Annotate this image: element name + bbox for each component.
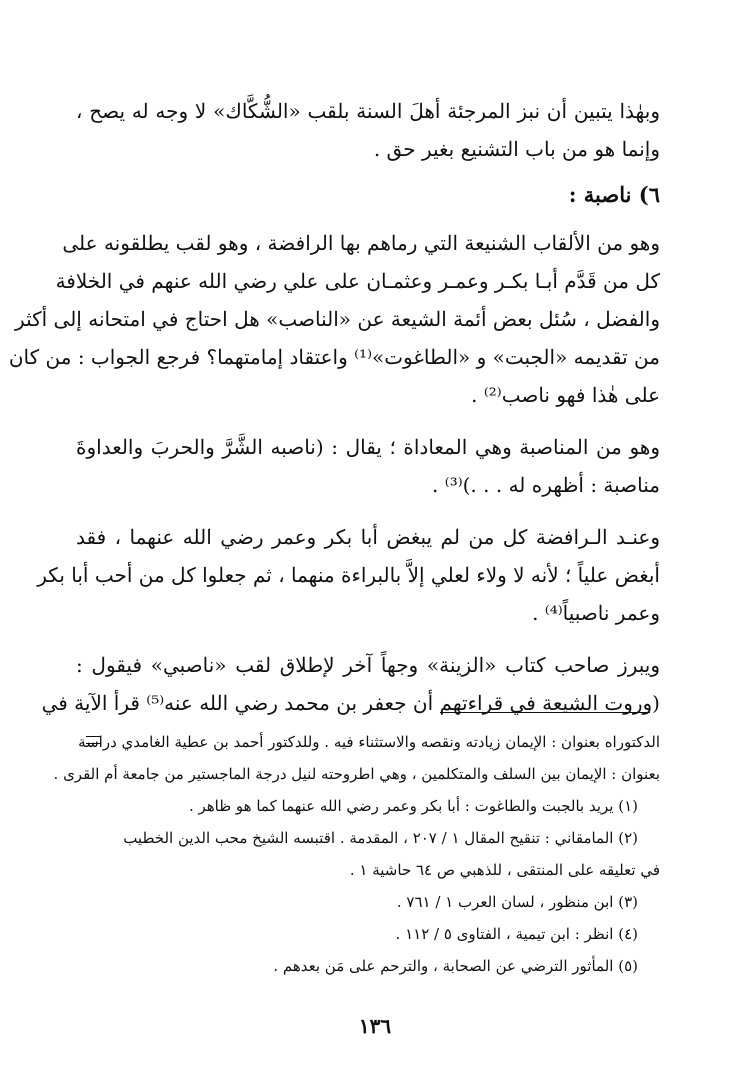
text-line: وعنـد الـرافضة كل من لم يبغض أبا بكر وعمر رضي الله عنهما ، فقد — [76, 525, 660, 549]
footnote-continuation: الدكتوراه بعنوان : الإيمان زيادته ونقصه والاستثناء فيه . وللدكتور أحمد بن عطية الغامدي دراسة — [78, 733, 660, 751]
text-line: مناصبة : أظهره له . . .)⁽³⁾ . — [432, 473, 660, 497]
footnote-5: (٥) المأثور الترضي عن الصحابة ، والترحم على مَن بعدهم . — [273, 957, 638, 975]
paragraph-2 — [8, 224, 660, 414]
text-line: على هٰذا فهو ناصب⁽²⁾ . — [471, 383, 660, 407]
paragraph-1 — [76, 92, 660, 168]
page-number: ١٣٦ — [358, 1014, 392, 1038]
footnote-3: (٣) ابن منظور ، لسان العرب ١ / ٧٦١ . — [396, 893, 638, 911]
text-line: من تقديمه «الجبت» و «الطاغوت»⁽¹⁾ واعتقاد إمامتهما؟ فرجع الجواب : من كان — [8, 345, 660, 369]
text-line: ويبرز صاحب كتاب «الزينة» وجهاً آخر لإطلاق لقب «ناصبي» فيقول : — [76, 653, 660, 677]
footnote-separator — [440, 712, 650, 713]
text-line: كل من قَدَّم أبـا بكـر وعمـر وعثمـان على علي رضي الله عنهم في الخلافة — [55, 269, 660, 293]
footnote-continuation: بعنوان : الإيمان بين السلف والمتكلمين ، وهي اطروحته لنيل درجة الماجستير من جامعة أم القرى . — [53, 765, 660, 783]
text-line: وهو من الألقاب الشنيعة التي رماهم بها الرافضة ، وهو لقب يطلقونه على — [62, 231, 660, 255]
paragraph-5 — [41, 646, 660, 722]
footnote-1: (١) يريد بالجبت والطاغوت : أبا بكر وعمر رضي الله عنهما كما هو ظاهر . — [188, 797, 638, 815]
paragraph-4 — [37, 518, 660, 632]
footnote-2-cont: في تعليقه على المنتقى ، للذهبي ص ٦٤ حاشية ١ . — [349, 861, 660, 879]
text-line: (وروت الشيعة في قراءتهم أن جعفر بن محمد رضي الله عنه⁽⁵⁾ قرأ الآية في — [41, 691, 660, 715]
text-line: أبغض علياً ؛ لأنه لا ولاء لعلي إلاَّ بالبراءة منهما ، ثم جعلوا كل من أحب أبا بكر — [37, 563, 660, 587]
footnotes — [53, 726, 660, 982]
text-line: وعمر ناصبياً⁽⁴⁾ . — [532, 601, 660, 625]
paragraph-3 — [76, 428, 660, 504]
text-line: والفضل ، سُئل بعض أئمة الشيعة عن «الناصب» هل احتاج في امتحانه إلى أكثر — [15, 307, 660, 331]
main-text — [8, 92, 660, 736]
text-line: وبهٰذا يتبين أن نبز المرجئة أهلَ السنة بلقب «الشُّكَّاك» لا وجه له يصح ، — [76, 99, 660, 123]
footnote-4: (٤) انظر : ابن تيمية ، الفتاوى ٥ / ١١٢ . — [395, 925, 638, 943]
footnote-2: (٢) المامقاني : تنقيح المقال ١ / ٢٠٧ ، المقدمة . اقتبسه الشيخ محب الدين الخطيب — [123, 829, 638, 847]
section-heading: ٦) ناصبة : — [568, 182, 660, 207]
text-line: وإنما هو من باب التشنيع بغير حق . — [373, 137, 660, 161]
text-line: وهو من المناصبة وهي المعاداة ؛ يقال : (ناصبه الشَّرَّ والحربَ والعداوةَ — [76, 435, 660, 459]
